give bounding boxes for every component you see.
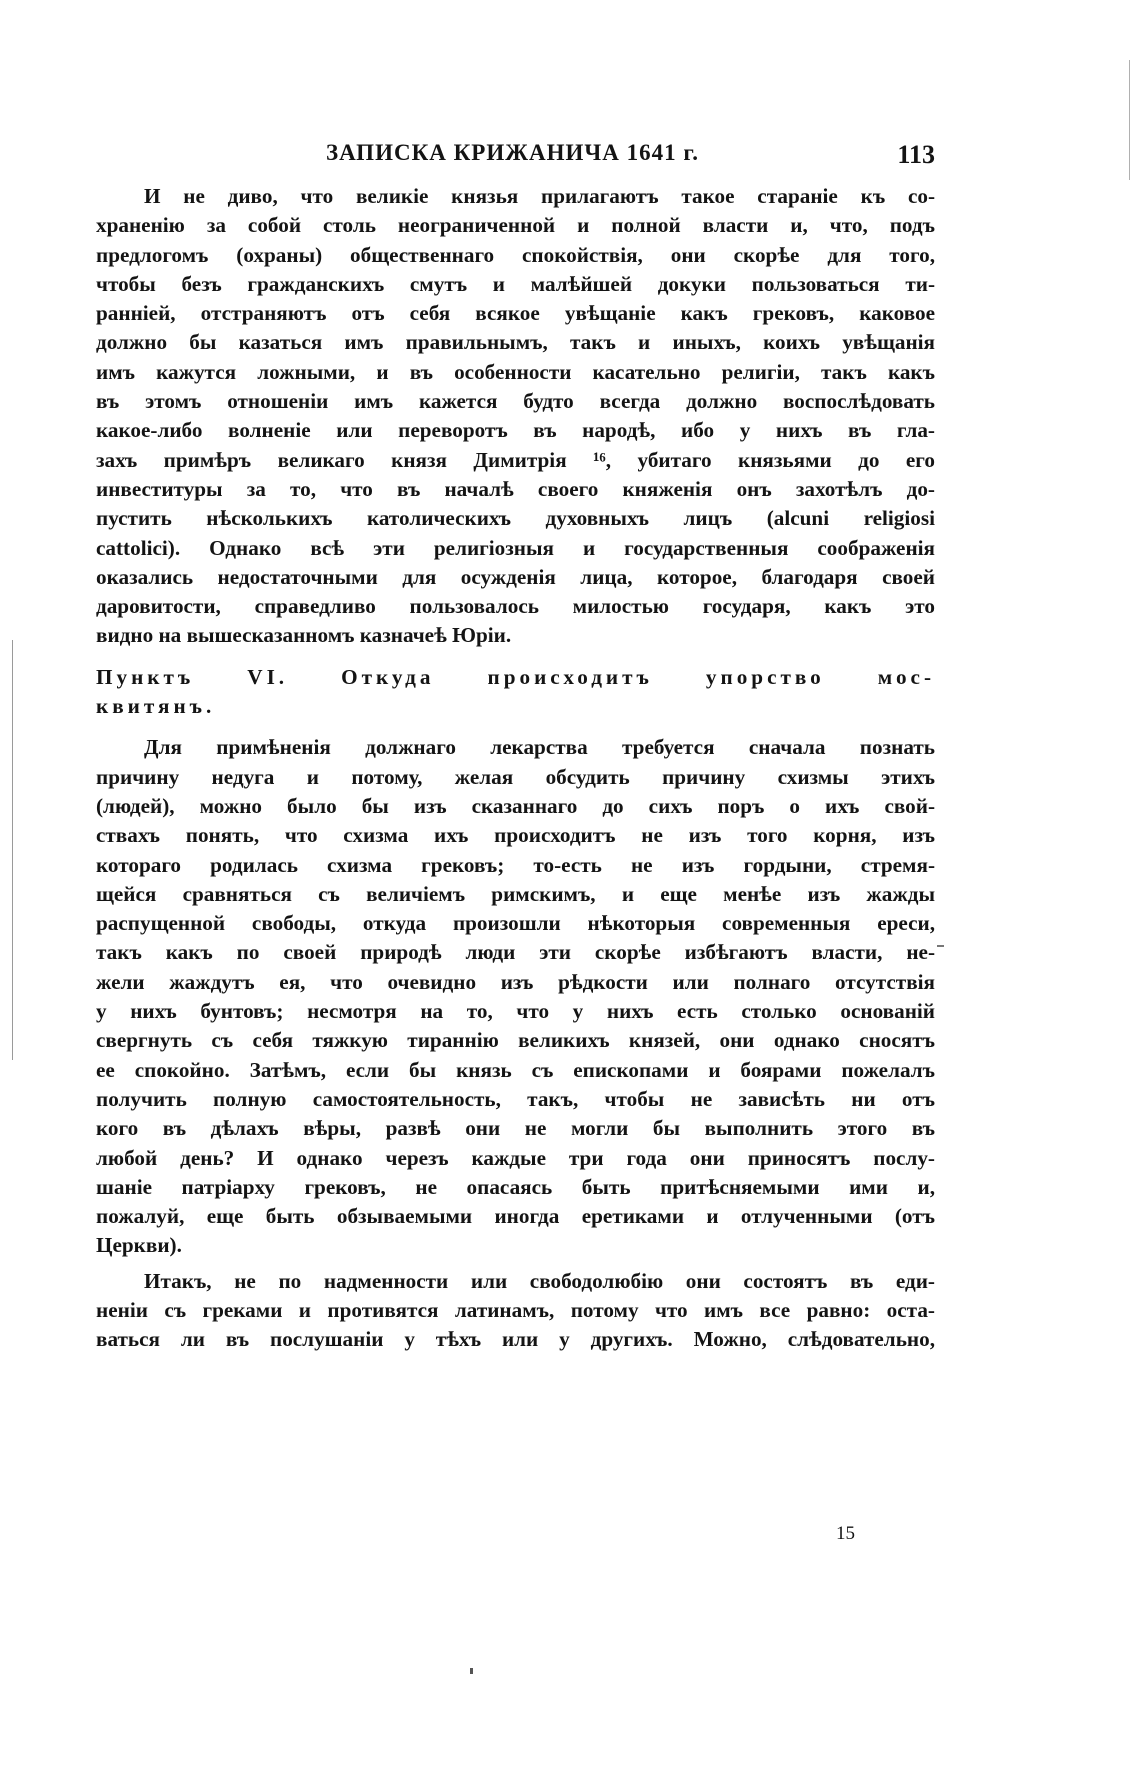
text-line: у нихъ бунтовъ; несмотря на то, что у нихъ есть столько основаній (96, 999, 935, 1024)
text-line: ствахъ понять, что схизма ихъ происходитъ не изъ того корня, изъ (96, 823, 935, 848)
text-line: Церкви). (96, 1233, 182, 1258)
text-line: предлогомъ (охраны) общественнаго спокойствія, они скорѣе для того, (96, 242, 935, 267)
running-title: ЗАПИСКА КРИЖАНИЧА 1641 г. (326, 140, 699, 165)
text-line: кого въ дѣлахъ вѣры, развѣ они не могли бы выполнить этого въ (96, 1116, 935, 1141)
text-line: щейся сравняться съ величіемъ римскимъ, и еще менѣе изъ жажды (96, 881, 935, 906)
text-line: cattolici). Однако всѣ эти религіозныя и государственныя соображенія (96, 535, 935, 560)
text-line: Для примѣненія должнаго лекарства требуется сначала познать (144, 735, 935, 760)
text-line: чтобы безъ гражданскихъ смутъ и малѣйшей докуки пользоваться ти- (96, 271, 935, 296)
text-line: видно на вышесказанномъ казначеѣ Юріи. (96, 623, 512, 648)
heading-line: квитянъ. (96, 694, 216, 719)
margin-rule-right (1129, 60, 1130, 180)
text-line: Итакъ, не по надменности или свободолюбію они состоятъ въ еди- (144, 1268, 935, 1293)
text-line: свергнуть съ себя тяжкую тираннію великихъ князей, они однако сносятъ (96, 1028, 935, 1053)
text-line: (людей), можно было бы изъ сказаннаго до сихъ поръ о ихъ свой- (96, 793, 935, 818)
paragraph-1 (96, 182, 935, 651)
page-number: 113 (897, 140, 935, 169)
text-line: получить полную самостоятельность, такъ, чтобы не зависѣть ни отъ (96, 1086, 935, 1111)
text-line: И не диво, что великіе князья прилагаютъ такое стараніе къ со- (144, 184, 935, 208)
text-line: въ этомъ отношеніи имъ кажется будто всегда должно воспослѣдовать (96, 389, 935, 414)
page-body (96, 182, 935, 1355)
text-line: любой день? И однако черезъ каждые три года они приносятъ послу- (96, 1145, 935, 1170)
text-line: ее спокойно. Затѣмъ, если бы князь съ епископами и боярами пожелалъ (96, 1057, 935, 1082)
stray-mark (937, 945, 944, 947)
text-line: имъ кажутся ложными, и въ особенности касательно религіи, такъ какъ (96, 359, 935, 384)
text-line: жели жаждутъ ея, что очевидно изъ рѣдкости или полнаго отсутствія (96, 969, 935, 994)
text-line: пожалуй, еще быть обзываемыми иногда еретиками и отлученными (отъ (96, 1204, 935, 1229)
text-line: захъ примѣръ великаго князя Димитрія ¹⁶, убитаго князьями до его (96, 447, 935, 472)
text-line: пустить нѣсколькихъ католическихъ духовныхъ лицъ (alcuni religiosi (96, 506, 935, 531)
text-line: такъ какъ по своей природѣ люди эти скорѣе избѣгаютъ власти, не- (96, 940, 935, 965)
paragraph-3 (96, 1267, 935, 1355)
text-line: распущенной свободы, откуда произошли нѣкоторыя современныя ереси, (96, 911, 935, 936)
text-line: оказались недостаточными для осужденія лица, которое, благодаря своей (96, 564, 935, 589)
text-line: ваться ли въ послушаніи у тѣхъ или у другихъ. Можно, слѣдовательно, (96, 1327, 935, 1352)
text-line: неніи съ греками и противятся латинамъ, потому что имъ все равно: оста- (96, 1297, 935, 1322)
text-line: какое-либо волненіе или переворотъ въ народѣ, ибо у нихъ въ гла- (96, 418, 935, 443)
heading-line: Пунктъ VI. Откуда происходитъ упорство мос- (96, 664, 935, 689)
text-line: ранніей, отстраняютъ отъ себя всякое увѣщаніе какъ грековъ, каковое (96, 301, 935, 326)
margin-rule (12, 640, 13, 1060)
text-line: должно бы казаться имъ правильнымъ, такъ и иныхъ, коихъ увѣщанія (96, 330, 935, 355)
text-line: храненію за собой столь неограниченной и полной власти и, что, подъ (96, 213, 935, 238)
stray-mark (470, 1668, 473, 1674)
signature-mark: 15 (836, 1523, 855, 1544)
page-header (96, 140, 935, 174)
section-heading (96, 663, 935, 722)
text-line: котораго родилась схизма грековъ; то-есть не изъ гордыни, стремя- (96, 852, 935, 877)
paragraph-2 (96, 733, 935, 1260)
text-line: инвеституры за то, что въ началѣ своего княженія онъ захотѣлъ до- (96, 476, 935, 501)
text-line: шаніе патріарху грековъ, не опасаясь быть притѣсняемыми ими и, (96, 1174, 935, 1199)
text-line: причину недуга и потому, желая обсудить причину схизмы этихъ (96, 764, 935, 789)
text-line: даровитости, справедливо пользовалось милостью государя, какъ это (96, 594, 935, 619)
